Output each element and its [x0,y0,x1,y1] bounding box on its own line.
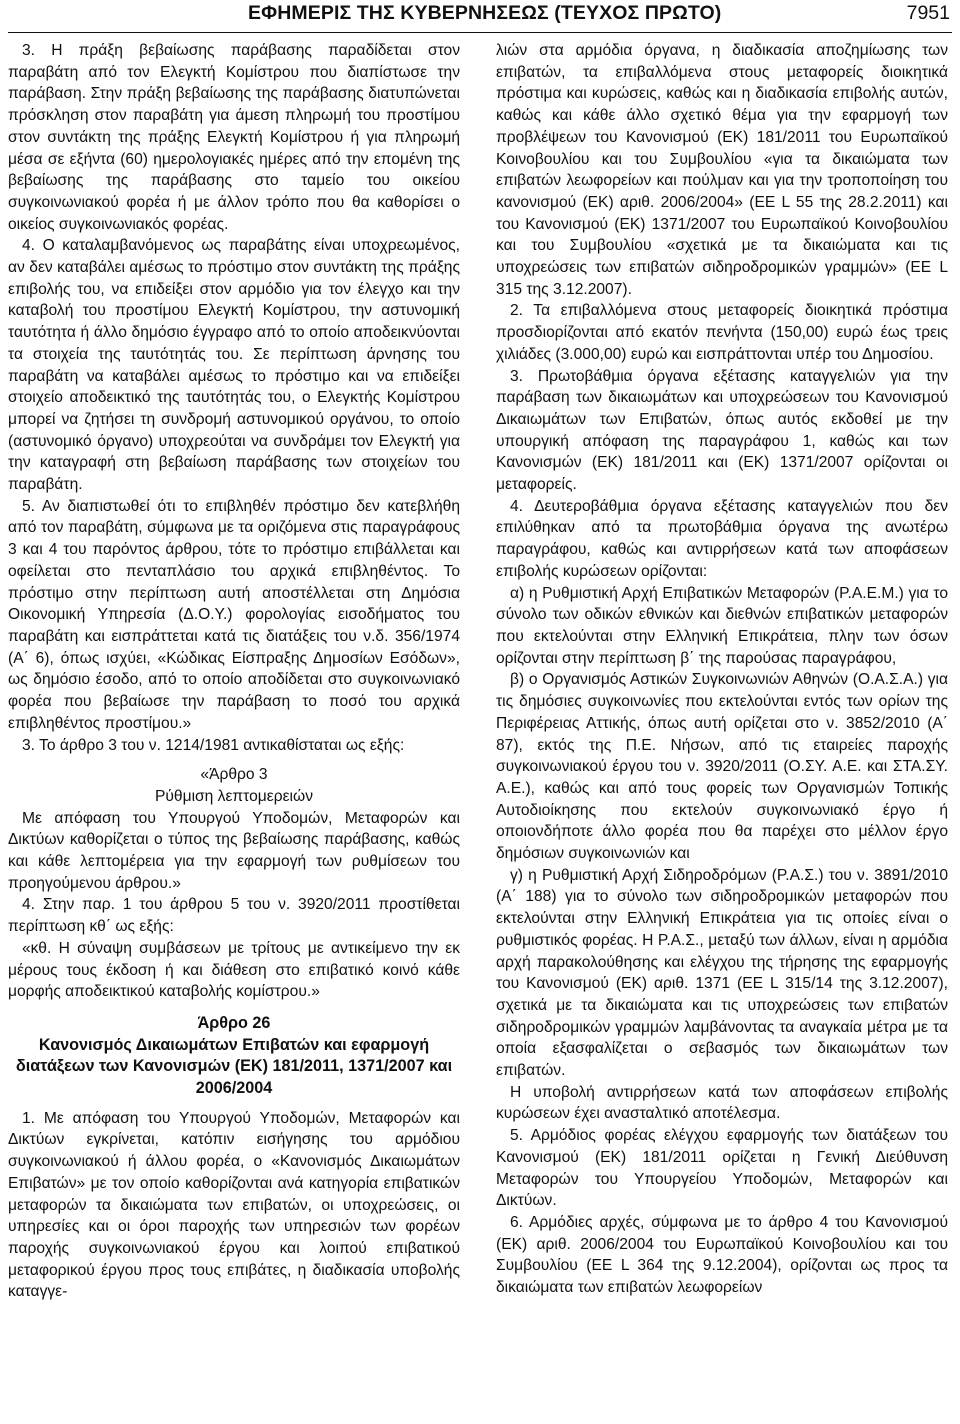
page-number: 7951 [906,2,950,24]
paragraph: 6. Αρμόδιες αρχές, σύμφωνα με το άρθρο 4 του Κανονισμού (ΕΚ) αριθ. 2006/2004 του Ευρωπαϊκού Κοινοβουλίου και του Συμβουλίου (ΕΕ L 364 της 9.12.2004), ορίζονται ως προς τα δικαιώματα των επιβατών λεωφορείων [496,1213,948,1297]
paragraph: Η υποβολή αντιρρήσεων κατά των αποφάσεων επιβολής κυρώσεων έχει ανασταλτικό αποτέλεσμα. [496,1083,948,1123]
paragraph: 3. Πρωτοβάθμια όργανα εξέτασης καταγγελιών για την παράβαση των δικαιωμάτων και υποχρεώσεων του Κανονισμού Δικαιωμάτων των Επιβατών, όπως αυτός εκδοθεί με την υπουργική απόφαση της παραγράφου 1, καθώς και των Κανονισμών (ΕΚ) 181/2011 και (ΕΚ) 1371/2007 ορίζονται οι μεταφορείς. [496,367,948,494]
paragraph: 3. Η πράξη βεβαίωσης παράβασης παραδίδεται στον παραβάτη από τον Ελεγκτή Κομίστρου που διαπίστωσε την παράβαση. Στην πράξη βεβαίωσης της παράβασης διατυπώνεται πρόσκληση στον παραβάτη για άμεση πληρωμή του προστίμου στον συντάκτη της πράξης Ελεγκτή Κομίστρου ή για πληρωμή μέσα σε εξήντα (60) ημερολογιακές ημέρες από την επομένη της βεβαίωσης της παράβασης στο ταμείο του οικείου συγκοινωνιακού φορέα ή με άλλον τρόπο που θα καθορίσει ο οικείος συγκοινωνιακός φορέας. [8,42,460,233]
paragraph: γ) η Ρυθμιστική Αρχή Σιδηροδρόμων (Ρ.Α.Σ.) του ν. 3891/2010 (Α΄ 188) για το σύνολο των σιδηροδρομικών μεταφορών που εκτελούνται στην Ελληνική Επικράτεια για τις οποίες είναι ο ρυθμιστικός φορέας. Η Ρ.Α.Σ., μεταξύ των άλλων, είναι η αρμόδια αρχή παρακολούθησης και ελέγχου της τήρησης της εφαρμογής του Κανονισμού (ΕΚ) αριθ. 1371 (ΕΕ L 315/14 της 3.12.2007), σχετικά με τα δικαιώματα και τις υποχρεώσεις των επιβατών σιδηροδρομικών γραμμών λαμβάνοντας τα αναγκαία μέτρα με τα οποία εξασφαλίζεται ο σεβασμός των δικαιωμάτων των επιβατών. [496,866,948,1080]
article-title: Άρθρο 26 [197,1013,271,1032]
quoted-article-heading: «Άρθρο 3 [200,766,268,784]
paragraph: β) ο Οργανισμός Αστικών Συγκοινωνιών Αθηνών (Ο.Α.Σ.Α.) για τις δημόσιες συγκοινωνίες που εκτελούνται εντός των ορίων της Περιφέρειας Αττικής, όπως αυτή ορίζεται στο ν. 3852/2010 (Α΄ 87), εκτός της Π.Ε. Νήσων, από τις εταιρείες παροχής συγκοινωνιακού έργου του ν. 3920/2011 (Ο.ΣΥ. Α.Ε. και ΣΤΑ.ΣΥ. Α.Ε.), καθώς και από τους φορείς των Οργανισμών Τοπικής Αυτοδιοίκησης που εκτελούν συγκοινωνιακό έργο ή οποιονδήποτε άλλο φορέα που θα παρέχει στο μέλλον έργο δημόσιων συγκοινωνιών και [496,671,948,863]
article-subtitle: Κανονισμός Δικαιωμάτων Επιβατών και εφαρμογή διατάξεων των Κανονισμών (ΕΚ) 181/2011, 1371/2007 και 2006/2004 [15,1035,453,1098]
paragraph: 2. Τα επιβαλλόμενα στους μεταφορείς διοικητικά πρόστιμα προσδιορίζονται από εκατόν πενήντα (150,00) ευρώ έως τρεις χιλιάδες (3.000,00) ευρώ και εισπράττονται υπέρ του Δημοσίου. [496,302,948,363]
quoted-article-subheading: Ρύθμιση λεπτομερειών [155,787,313,805]
paragraph: λιών στα αρμόδια όργανα, η διαδικασία αποζημίωσης των επιβατών, τα επιβαλλόμενα στους μεταφορείς διοικητικά πρόστιμα και κυρώσεις, καθώς και η διαδικασία επιβολής αυτών, καθώς και κάθε άλλο σχετικό θέμα για την εφαρμογή των προβλέψεων του Κανονισμού (ΕΚ) 181/2011 του Ευρωπαϊκού Κοινοβουλίου και του Συμβουλίου «για τα δικαιώματα των επιβατών λεωφορείων και πούλμαν και για την τροποποίηση του κανονισμού (ΕΚ) αριθ. 2006/2004» (EE L 55 της 28.2.2011) και του Κανονισμού (ΕΚ) 1371/2007 του Ευρωπαϊκού Κοινοβουλίου και του Συμβουλίου «σχετικά με τα δικαιώματα και τις υποχρεώσεις των επιβατών σιδηροδρομικών γραμμών» (EE L 315 της 3.12.2007). [496,42,948,298]
right-column [496,40,948,1299]
page-header [8,2,952,33]
paragraph: Με απόφαση του Υπουργού Υποδομών, Μεταφορών και Δικτύων καθορίζεται ο τύπος της βεβαίωσης παράβασης, καθώς και κάθε λεπτομέρεια για την εφαρμογή των ρυθμίσεων του προηγούμενου άρθρου.» [8,809,460,892]
gazette-title: ΕΦΗΜΕΡΙΣ ΤΗΣ ΚΥΒΕΡΝΗΣΕΩΣ (ΤΕΥΧΟΣ ΠΡΩΤΟ) [248,2,722,24]
paragraph: 4. Δευτεροβάθμια όργανα εξέτασης καταγγελιών που δεν επιλύθηκαν από τα πρωτοβάθμια όργανα της ανωτέρω παραγράφου, καθώς και αντιρρήσεων κατά των αποφάσεων επιβολής κυρώσεων ορίζονται: [496,497,948,580]
left-column [8,40,460,1303]
paragraph: α) η Ρυθμιστική Αρχή Επιβατικών Μεταφορών (Ρ.Α.Ε.Μ.) για το σύνολο των οδικών εθνικών και διεθνών επιβατικών μεταφορών που εκτελούνται στην Ελληνική Επικράτεια, πλην των όσων ορίζονται στην περίπτωση β΄ της παρούσας παραγράφου, [496,584,948,667]
paragraph: «κθ. Η σύναψη συμβάσεων με τρίτους με αντικείμενο την εκ μέρους τους έκδοση ή και διάθεση στο επιβατικό κοινό κάθε μορφής αποδεικτικού καταβολής κομίστρου.» [8,939,460,1001]
paragraph: 1. Με απόφαση του Υπουργού Υποδομών, Μεταφορών και Δικτύων εγκρίνεται, κατόπιν εισήγησης του αρμόδιου συγκοινωνιακού ή άλλου φορέα, ο «Κανονισμός Δικαιωμάτων Επιβατών» με τον οποίο καθορίζονται ανά κατηγορία επιβατικών μεταφορών τα δικαιώματα των επιβατών, οι υποχρεώσεις, οι υπηρεσίες και οι όροι παροχής των υπηρεσιών των φορέων παροχής συγκοινωνιακού έργου και λοιπού επιβατικού μεταφορικού έργου προς τους επιβάτες, η διαδικασία υποβολής καταγγε- [8,1109,460,1301]
paragraph: 4. Ο καταλαμβανόμενος ως παραβάτης είναι υποχρεωμένος, αν δεν καταβάλει αμέσως το πρόστιμο στον συντάκτη της πράξης επιβολής του, να επιδείξει στον αρμόδιο για τον έλεγχο και την καταβολή του προστίμου Ελεγκτή Κομίστρου, την αστυνομική ταυτότητα ή άλλο δημόσιο έγγραφο από το οποίο αποδεικνύονται τα στοιχεία της ταυτότητάς του. Σε περίπτωση άρνησης του παραβάτη να καταβάλει αμέσως το πρόστιμο και να επιδείξει στοιχείο αποδεικτικό της ταυτότητάς του, ο Ελεγκτής Κομίστρου μπορεί να ζητήσει τη συνδρομή αστυνομικού οργάνου, το οποίο (αστυνομικό όργανο) υποχρεούται να συνδράμει τον Ελεγκτή για την καταγραφή στη βεβαίωση παράβασης των στοιχείων του παραβάτη. [8,237,460,494]
paragraph: 3. Το άρθρο 3 του ν. 1214/1981 αντικαθίσταται ως εξής: [22,736,405,754]
paragraph: 5. Αρμόδιος φορέας ελέγχου εφαρμογής των διατάξεων του Κανονισμού (ΕΚ) 181/2011 ορίζεται η Γενική Διεύθυνση Μεταφορών του Υπουργείου Υποδομών, Μεταφορών και Δικτύων. [496,1127,948,1210]
paragraph: 4. Στην παρ. 1 του άρθρου 5 του ν. 3920/2011 προστίθεται περίπτωση κθ΄ ως εξής: [8,896,460,936]
paragraph: 5. Αν διαπιστωθεί ότι το επιβληθέν πρόστιμο δεν κατεβλήθη από τον παραβάτη, σύμφωνα με τα οριζόμενα στις παραγράφους 3 και 4 του παρόντος άρθρου, τότε το πρόστιμο επιβάλλεται και οφείλεται στο πενταπλάσιο του αρχικά επιβληθέντος. Το πρόστιμο στην περίπτωση αυτή αποστέλλεται στη Δημόσια Οικονομική Υπηρεσία (Δ.Ο.Υ.) φορολογίας εισοδήματος του παραβάτη και εισπράττεται κατά τις διατάξεις του ν.δ. 356/1974 (Α΄ 6), όπως ισχύει, «Κώδικας Είσπραξης Δημοσίων Εσόδων», ως δημόσιο έσοδο, από το οποίο αποδίδεται στο συγκοινωνιακό φορέα που βεβαίωσε την παράβαση το ποσό του αρχικά επιβληθέντος προστίμου.» [8,497,460,732]
